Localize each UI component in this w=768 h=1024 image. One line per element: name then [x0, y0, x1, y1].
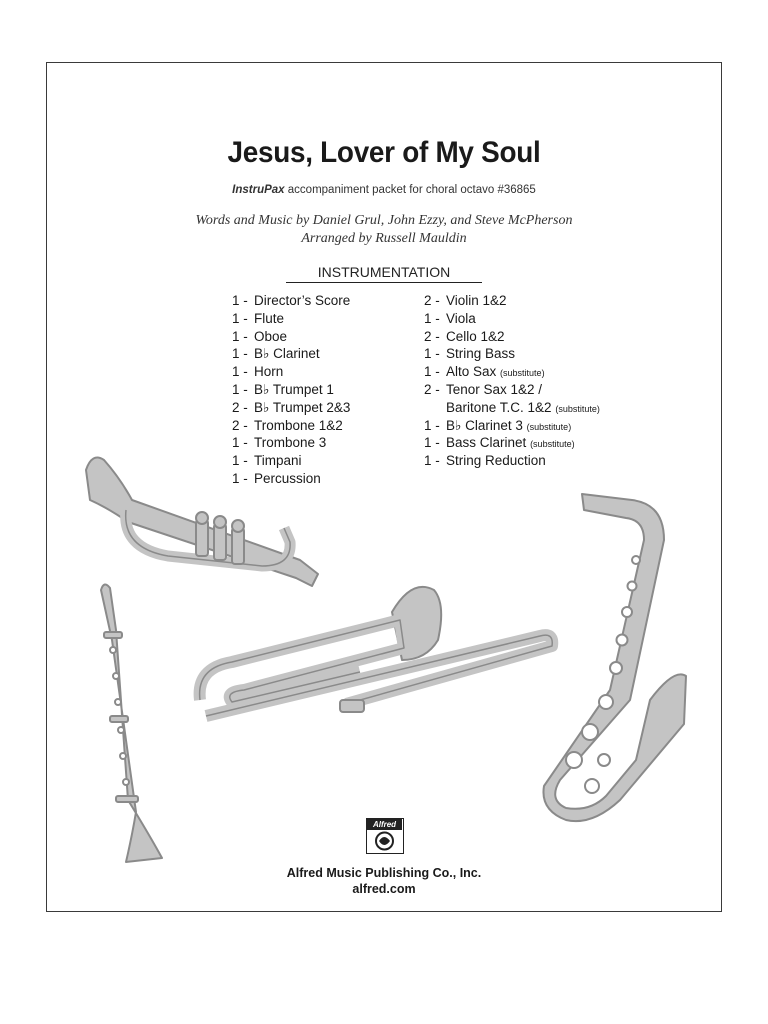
subtitle-text: accompaniment packet for choral octavo #36865: [284, 184, 536, 196]
instrument-quantity: 1 -: [424, 417, 440, 433]
instrument-name: Alto Sax: [446, 364, 497, 380]
instrument-quantity: 1 -: [232, 328, 248, 344]
instrument-quantity: 2 -: [424, 328, 440, 344]
instrument-quantity: 2 -: [232, 399, 248, 415]
instrument-name: Cello 1&2: [446, 328, 505, 344]
instrument-quantity: 1 -: [424, 364, 440, 380]
instrument-note: (substitute): [530, 439, 575, 450]
instrument-quantity: 2 -: [424, 293, 440, 308]
instrument-name: Viola: [446, 310, 476, 326]
instrument-name: B♭ Trumpet 2&3: [254, 399, 351, 415]
instrument-name: Tenor Sax 1&2 /: [446, 381, 543, 397]
instrument-name: Baritone T.C. 1&2: [446, 399, 552, 415]
credits-arranged: Arranged by Russell Mauldin: [301, 231, 467, 246]
instrument-quantity: 1 -: [424, 453, 440, 469]
instrument-quantity: 2 -: [424, 381, 440, 397]
instrument-name: Trombone 1&2: [254, 417, 343, 433]
trombone-icon: [200, 587, 553, 716]
instrument-quantity: 1 -: [232, 381, 248, 397]
instrument-name: B♭ Clarinet: [254, 346, 320, 362]
instrument-name: Timpani: [254, 453, 302, 469]
instrument-quantity: 1 -: [232, 453, 248, 469]
instrument-name: Bass Clarinet: [446, 435, 527, 451]
instrument-name: Horn: [254, 364, 284, 380]
alfred-logo-wordmark: Alfred: [367, 819, 402, 830]
instrument-note: (substitute): [500, 368, 545, 379]
trumpet-icon: [86, 458, 318, 586]
instrument-name: Violin 1&2: [446, 293, 507, 308]
instrument-quantity: 2 -: [232, 417, 248, 433]
alfred-logo: [366, 818, 404, 854]
page-title: Jesus, Lover of My Soul: [227, 136, 541, 169]
instrument-note: (substitute): [526, 421, 572, 432]
instrument-name: Flute: [254, 310, 285, 326]
instrument-name: Percussion: [254, 470, 321, 486]
instrument-quantity: 1 -: [232, 310, 248, 326]
publisher-website[interactable]: alfred.com: [352, 882, 416, 896]
instrument-name: Director’s Score: [254, 293, 351, 308]
alfred-logo-emblem: [367, 830, 402, 852]
instrument-quantity: 1 -: [424, 346, 440, 362]
instrument-name: Trombone 3: [254, 435, 327, 451]
instrument-quantity: 1 -: [424, 310, 440, 326]
instrument-name: Oboe: [254, 328, 288, 344]
credits-words-music: Words and Music by Daniel Grul, John Ezzy, and Steve McPherson: [195, 213, 573, 228]
instrument-name: B♭ Clarinet 3: [446, 417, 523, 433]
instrumentation-heading: INSTRUMENTATION: [286, 264, 482, 283]
instrument-name: B♭ Trumpet 1: [254, 381, 334, 397]
clarinet-icon: [101, 584, 162, 862]
subtitle-brand: InstruPax: [232, 184, 285, 196]
instrument-name: String Bass: [446, 346, 516, 362]
instrument-quantity: 1 -: [232, 293, 248, 308]
instrument-quantity: 1 -: [232, 470, 248, 486]
instrument-quantity: 1 -: [424, 435, 440, 451]
saxophone-icon: [543, 494, 686, 821]
instrument-note: (substitute): [555, 403, 600, 414]
instrument-quantity: 1 -: [232, 364, 248, 380]
instrument-quantity: 1 -: [232, 435, 248, 451]
instrument-quantity: 1 -: [232, 346, 248, 362]
instrument-name: String Reduction: [446, 453, 546, 469]
publisher-name: Alfred Music Publishing Co., Inc.: [286, 866, 482, 880]
